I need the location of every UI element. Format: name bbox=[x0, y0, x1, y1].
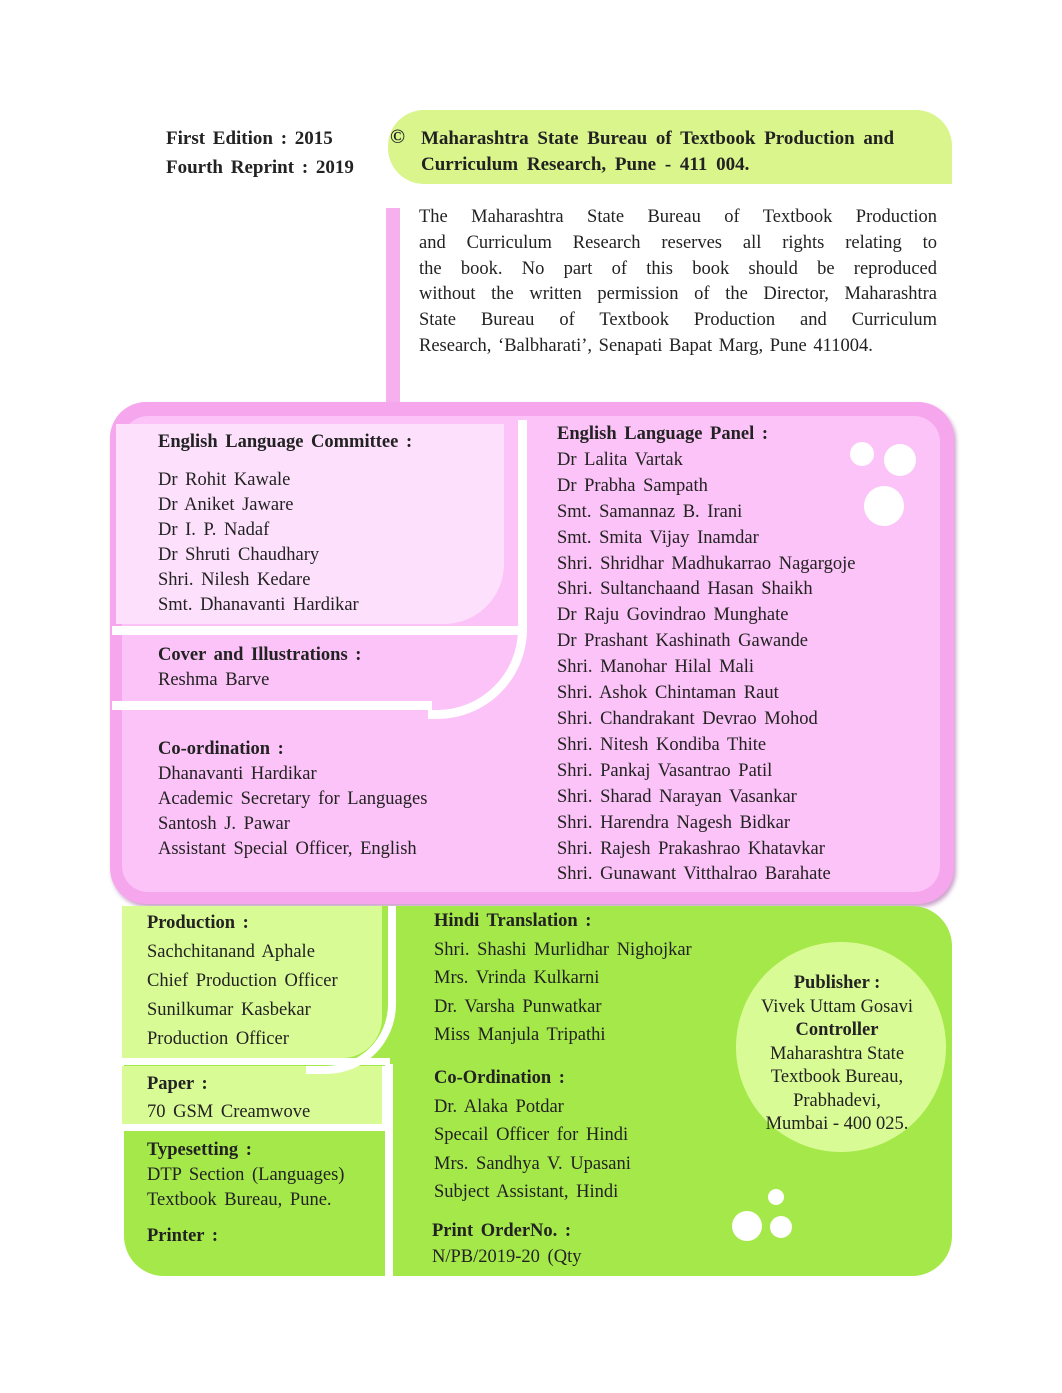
publisher-address-line: Textbook Bureau, bbox=[770, 1067, 904, 1087]
hindi-translator: Miss Manjula Tripathi bbox=[434, 1025, 606, 1045]
pink-separator bbox=[112, 626, 522, 635]
paper-section bbox=[147, 1070, 310, 1126]
copyright-line-2: Curriculum Research, Pune - 411 004. bbox=[421, 154, 750, 175]
committee-member: Dr Rohit Kawale bbox=[158, 470, 291, 490]
panel-member: Smt. Smita Vijay Inamdar bbox=[557, 527, 759, 548]
panel-member: Shri. Sharad Narayan Vasankar bbox=[557, 786, 797, 807]
production-line: Chief Production Officer bbox=[147, 971, 338, 991]
rights-line: the book. No part of this book should be reproduced bbox=[419, 258, 937, 279]
publisher-heading: Publisher : bbox=[793, 973, 881, 993]
print-order-value: N/PB/2019-20 (Qty bbox=[432, 1247, 582, 1267]
panel-member: Shri. Harendra Nagesh Bidkar bbox=[557, 812, 790, 833]
production-line: Sachchitanand Aphale bbox=[147, 942, 315, 962]
committee-member: Shri. Nilesh Kedare bbox=[158, 570, 311, 590]
panel-member: Shri. Rajesh Prakashrao Khatavkar bbox=[557, 838, 825, 859]
printer-heading: Printer : bbox=[147, 1226, 218, 1246]
coordination-line: Santosh J. Pawar bbox=[158, 814, 290, 834]
panel-member: Dr Lalita Vartak bbox=[557, 449, 683, 470]
publisher-address-line: Maharashtra State bbox=[769, 1043, 905, 1064]
hindi-coordination-line: Mrs. Sandhya V. Upasani bbox=[434, 1153, 631, 1174]
panel-member: Smt. Samannaz B. Irani bbox=[557, 501, 743, 522]
hindi-translation-heading: Hindi Translation : bbox=[434, 911, 592, 931]
decorative-circle bbox=[864, 486, 904, 526]
english-language-committee bbox=[158, 430, 412, 618]
panel-member: Shri. Shridhar Madhukarrao Nagargoje bbox=[557, 553, 856, 574]
pink-divider-bar bbox=[386, 208, 400, 408]
panel-member: Shri. Manohar Hilal Mali bbox=[557, 657, 755, 678]
rights-line: without the written permission of the Director, Maharashtra bbox=[419, 284, 937, 305]
coordination-line: Dhanavanti Hardikar bbox=[158, 764, 317, 784]
committee-member: Dr I. P. Nadaf bbox=[158, 520, 270, 540]
production-heading: Production : bbox=[147, 913, 249, 933]
panel-member: Dr Prashant Kashinath Gawande bbox=[557, 631, 808, 652]
rights-line: The Maharashtra State Bureau of Textbook Production bbox=[419, 207, 937, 227]
panel-member: Shri. Gunawant Vitthalrao Barahate bbox=[557, 864, 831, 885]
committee-member: Dr Shruti Chaudhary bbox=[158, 545, 320, 565]
production-section bbox=[147, 909, 338, 1054]
publisher-title: Controller bbox=[795, 1020, 879, 1040]
decorative-circle bbox=[732, 1211, 762, 1241]
panel-member: Shri. Chandrakant Devrao Mohod bbox=[557, 708, 818, 729]
copyright-icon: © bbox=[390, 126, 405, 148]
committee-heading: English Language Committee : bbox=[158, 432, 413, 452]
print-order-heading: Print OrderNo. : bbox=[432, 1221, 572, 1241]
publisher-section bbox=[740, 972, 934, 1137]
publisher-address-line: Prabhadevi, bbox=[793, 1090, 881, 1111]
copyright-line-1: Maharashtra State Bureau of Textbook Production and bbox=[421, 128, 895, 149]
hindi-translator: Mrs. Vrinda Kulkarni bbox=[434, 968, 600, 988]
coordination-line: Academic Secretary for Languages bbox=[158, 789, 428, 809]
paper-heading: Paper : bbox=[147, 1074, 208, 1094]
typesetting-line: DTP Section (Languages) bbox=[147, 1165, 345, 1185]
panel-member: Shri. Pankaj Vasantrao Patil bbox=[557, 760, 773, 781]
hindi-coordination-section bbox=[434, 1064, 631, 1207]
printer-section bbox=[147, 1222, 218, 1251]
paper-value: 70 GSM Creamwove bbox=[147, 1102, 311, 1122]
pink-separator bbox=[112, 701, 432, 710]
committee-member: Dr Aniket Jaware bbox=[158, 495, 294, 515]
copyright-holder bbox=[421, 126, 937, 178]
pink-curve-divider bbox=[428, 420, 527, 719]
hindi-translator: Dr. Varsha Punwatkar bbox=[434, 996, 602, 1017]
cover-illustrations bbox=[158, 643, 361, 693]
rights-line: Research, ‘Balbharati’, Senapati Bapat Marg, Pune 411004. bbox=[419, 335, 873, 356]
panel-member: Shri. Sultanchaand Hasan Shaikh bbox=[557, 579, 813, 600]
panel-heading: English Language Panel : bbox=[557, 424, 769, 444]
hindi-translator: Shri. Shashi Murlidhar Nighojkar bbox=[434, 939, 692, 960]
panel-member: Shri. Ashok Chintaman Raut bbox=[557, 683, 779, 704]
coordination-heading: Co-ordination : bbox=[158, 739, 284, 759]
print-order-section bbox=[432, 1218, 581, 1270]
rights-line: State Bureau of Textbook Production and Curriculum bbox=[419, 310, 937, 331]
publisher-name: Vivek Uttam Gosavi bbox=[760, 996, 913, 1017]
panel-member: Dr Raju Govindrao Munghate bbox=[557, 605, 789, 626]
production-line: Sunilkumar Kasbekar bbox=[147, 1000, 311, 1020]
first-edition: First Edition : 2015 bbox=[166, 128, 333, 149]
decorative-circle bbox=[770, 1216, 792, 1238]
rights-line: and Curriculum Research reserves all rights relating to bbox=[419, 232, 937, 253]
panel-member: Shri. Nitesh Kondiba Thite bbox=[557, 734, 767, 755]
green-separator bbox=[120, 1058, 390, 1065]
decorative-circle bbox=[768, 1189, 784, 1205]
green-divider-line bbox=[385, 1064, 393, 1276]
typesetting-section bbox=[147, 1138, 344, 1213]
publisher-address-line: Mumbai - 400 025. bbox=[765, 1114, 909, 1134]
typesetting-line: Textbook Bureau, Pune. bbox=[147, 1190, 332, 1210]
english-coordination bbox=[158, 737, 427, 862]
hindi-coordination-heading: Co-Ordination : bbox=[434, 1068, 565, 1088]
committee-member: Smt. Dhanavanti Hardikar bbox=[158, 595, 359, 615]
cover-heading: Cover and Illustrations : bbox=[158, 645, 362, 665]
hindi-coordination-line: Subject Assistant, Hindi bbox=[434, 1182, 619, 1202]
edition-info bbox=[166, 124, 354, 182]
hindi-coordination-line: Specail Officer for Hindi bbox=[434, 1125, 629, 1145]
cover-artist: Reshma Barve bbox=[158, 670, 270, 690]
panel-member: Dr Prabha Sampath bbox=[557, 475, 708, 496]
hindi-coordination-line: Dr. Alaka Potdar bbox=[434, 1096, 564, 1117]
coordination-line: Assistant Special Officer, English bbox=[158, 839, 417, 859]
rights-statement bbox=[419, 205, 937, 360]
typesetting-heading: Typesetting : bbox=[147, 1140, 252, 1160]
production-line: Production Officer bbox=[147, 1029, 289, 1049]
decorative-circle bbox=[884, 444, 916, 476]
fourth-reprint: Fourth Reprint : 2019 bbox=[166, 157, 354, 178]
hindi-translation-section bbox=[434, 907, 692, 1050]
english-language-panel bbox=[557, 422, 855, 888]
